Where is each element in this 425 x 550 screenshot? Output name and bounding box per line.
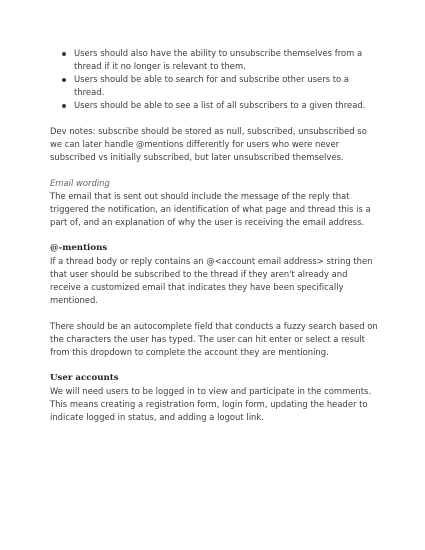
autocomplete-paragraph: There should be an autocomplete field that conducts a fuzzy search based on the characters the user has typed. The user can hit enter or select a result from this dropdown to complete the account they are mentioning. bbox=[50, 321, 378, 357]
user-accounts-paragraph: We will need users to be logged in to view and participate in the comments. This means creating a registration form, login form, updating the header to indicate logged in status, and adding a logout link. bbox=[50, 386, 372, 422]
document-body bbox=[50, 47, 380, 424]
list-item bbox=[50, 99, 380, 112]
requirements-list bbox=[50, 47, 380, 112]
mentions-paragraph: If a thread body or reply contains an @<account email address> string then that user should be subscribed to the thread if they aren't already and receive a customized email that indicates they have been specifically mentioned. bbox=[50, 256, 373, 305]
bullet-icon bbox=[62, 52, 66, 56]
email-wording-paragraph: The email that is sent out should include the message of the reply that triggered the notification, an identification of what page and thread this is a part of, and an explanation of why the user is receiving the email address. bbox=[50, 191, 371, 227]
dev-notes-paragraph: Dev notes: subscribe should be stored as null, subscribed, unsubscribed so we can later handle @mentions differently for users who were never subscribed vs initially subscribed, but later unsubscribed themselves. bbox=[50, 126, 367, 162]
user-accounts-heading: User accounts bbox=[50, 373, 119, 383]
email-wording-heading: Email wording bbox=[50, 178, 110, 188]
list-item-text: Users should be able to see a list of all subscribers to a given thread. bbox=[74, 100, 366, 110]
list-item bbox=[50, 73, 380, 99]
list-item-text: Users should be able to search for and subscribe other users to a thread. bbox=[74, 74, 350, 97]
list-item-text: Users should also have the ability to unsubscribe themselves from a thread if it no longer is relevant to them. bbox=[74, 48, 363, 71]
bullet-icon bbox=[62, 78, 66, 82]
list-item bbox=[50, 47, 380, 73]
bullet-icon bbox=[62, 104, 66, 108]
mentions-heading: @-mentions bbox=[50, 243, 108, 253]
